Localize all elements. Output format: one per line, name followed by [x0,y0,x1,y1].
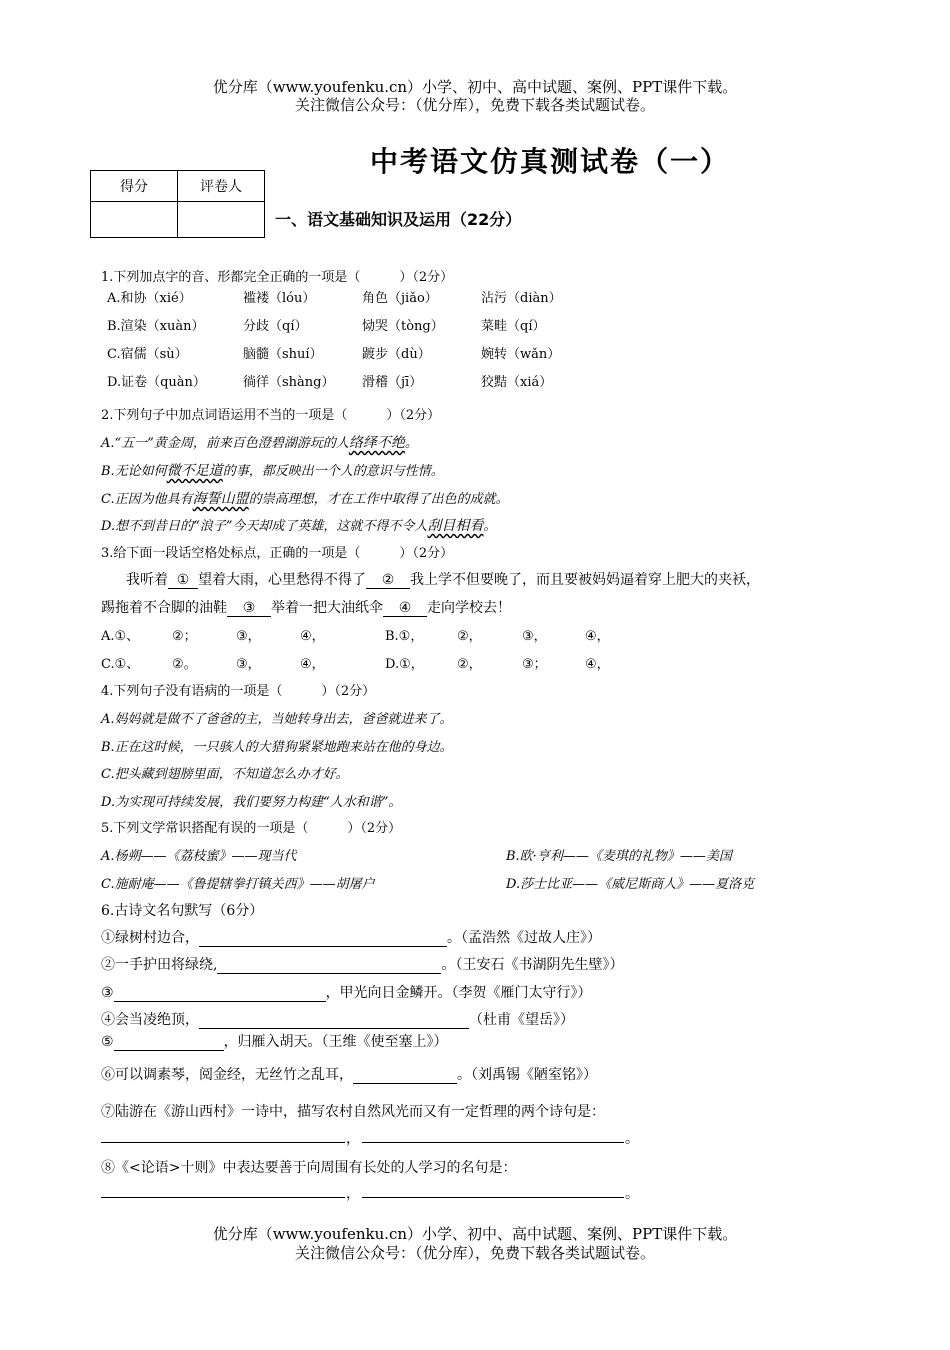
grader-cell [178,202,265,238]
q1-d1: D.证卷（quàn） [107,375,206,390]
q5-stem: 5.下列文学常识搭配有误的一项是（ ）（2分） [101,821,402,836]
q6-i2-blank[interactable] [217,957,441,974]
footer-line-2: 关注微信公众号：（优分库），免费下载各类试题试卷。 [294,1244,655,1262]
q3-c4: ④， [300,657,325,672]
q3-a4: ④， [300,629,325,644]
q1-c4: 婉转（wǎn） [481,347,561,362]
q6-item-3 [101,982,592,1002]
q4-option-c: C.把头藏到翅膀里面，不知道怎么办才好。 [101,767,349,782]
q6-i7-blank-2[interactable] [362,1142,624,1143]
q3-p2-b: 举着一把大油纸伞 [271,600,383,616]
q3-blank-4: ④ [383,600,427,617]
q2-a-post: 。 [404,436,418,451]
q6-i8-period: 。 [625,1186,639,1202]
q1-c1: C.宿儒（sù） [107,347,188,362]
q3-c3: ③， [236,657,261,672]
q2-b-pre: B.无论如何 [101,464,167,479]
header-line-2: 关注微信公众号：（优分库），免费下载各类试题试卷。 [294,96,655,114]
q3-p2-c: 走向学校去！ [427,600,511,616]
q5-option-d: D.莎士比亚——《威尼斯商人》——夏洛克 [506,877,755,892]
q6-i2-post: 。（王安石《书湖阴先生壁》） [441,957,624,973]
q4-option-d: D.为实现可持续发展，我们要努力构建“人水和谐”。 [101,795,402,810]
q6-i4-blank[interactable] [199,1012,469,1029]
q3-d3: ③； [522,657,547,672]
q6-i3-post: ，甲光向日金鳞开。（李贺《雁门太守行》） [325,985,592,1001]
q2-option-c [101,488,509,508]
q3-p1-b: 望着大雨，心里愁得不得了 [198,572,366,588]
q3-stem: 3.给下面一段话空格处标点，正确的一项是（ ）（2分） [101,546,454,561]
q1-d2: 徜徉（shàng） [243,375,335,390]
q3-d1: D.①， [385,657,424,672]
q3-c2: ②。 [172,657,197,672]
q2-option-a [101,432,418,452]
q6-i7-comma: ， [346,1131,360,1147]
q6-i6-blank[interactable] [353,1067,457,1084]
q3-passage-line-1 [126,569,760,589]
q1-a4: 沾污（diàn） [481,291,562,306]
q6-i6-pre: ⑥可以调素琴，阅金经，无丝竹之乱耳， [101,1067,353,1083]
q6-i2-pre: ②一手护田将绿绕, [101,957,218,973]
q2-a-word: 络绎不绝 [348,435,405,451]
header-line-1: 优分库（www.youfenku.cn）小学、初中、高中试题、案例、PPT课件下载。 [212,78,738,96]
q3-a2: ②； [172,629,197,644]
q3-d4: ④， [585,657,610,672]
q2-b-word: 微不足道 [166,463,223,479]
q1-a1: A.和协（xié） [107,291,192,306]
q2-d-word: 刮目相看 [427,518,484,534]
q6-i5-post: ，归雁入胡天。（王维《使至塞上》） [223,1034,448,1050]
score-cell [91,202,178,238]
q3-d2: ②， [457,657,482,672]
q6-i6-post: 。（刘禹锡《陋室铭》） [457,1067,597,1083]
q2-b-post: 的事，都反映出一个人的意识与性情。 [222,464,444,479]
q6-i7-blank-1[interactable] [101,1142,345,1143]
q6-item-2 [101,954,623,974]
q3-b1: B.①， [385,629,424,644]
q2-d-pre: D.想不到昔日的“浪子”今天却成了英雄，这就不得不令人 [101,519,428,534]
q6-item-5 [101,1031,448,1051]
score-label: 得分 [91,171,178,202]
q3-b3: ③， [522,629,547,644]
q4-option-a: A.妈妈就是做不了爸爸的主，当她转身出去，爸爸就进来了。 [101,712,453,727]
q6-i3-pre: ③ [101,985,114,1001]
q6-item-8: ⑧《<论语>十则》中表达要善于向周围有长处的人学习的名句是： [101,1160,517,1176]
q1-b2: 分歧（qí） [243,319,308,334]
q6-i4-pre: ④会当凌绝顶， [101,1012,199,1028]
q1-a2: 褴褛（lóu） [243,291,316,306]
q2-option-b [101,460,444,480]
page-title: 中考语文仿真测试卷（一） [370,145,731,178]
section-heading: 一、语文基础知识及运用（22分） [275,210,522,229]
q6-i7-period: 。 [625,1131,639,1147]
q1-d3: 滑稽（jī） [362,375,423,390]
q6-item-1 [101,927,601,947]
q6-i1-pre: ①绿树村边合， [101,930,199,946]
q3-p2-a: 踢拖着不合脚的油鞋 [101,600,227,616]
q3-a3: ③， [236,629,261,644]
q3-blank-3: ③ [227,600,271,617]
q1-c3: 踱步（dù） [362,347,431,362]
q2-c-word: 海誓山盟 [192,491,249,507]
q3-b2: ②， [457,629,482,644]
q2-stem: 2.下列句子中加点词语运用不当的一项是（ ）（2分） [101,408,441,423]
q2-c-pre: C.正因为他具有 [101,492,193,507]
q6-item-7: ⑦陆游在《游山西村》一诗中，描写农村自然风光而又有一定哲理的两个诗句是： [101,1104,605,1120]
q3-p1-a: 我听着 [126,572,168,588]
score-table [90,170,265,238]
q6-i3-blank[interactable] [114,985,326,1002]
q1-d4: 狡黠（xiá） [481,375,553,390]
q4-stem: 4.下列句子没有语病的一项是（ ）（2分） [101,684,376,699]
q2-option-d [101,515,496,535]
q6-i8-comma: ， [346,1186,360,1202]
q5-option-a: A.杨朔——《荔枝蜜》——现当代 [101,849,297,864]
q6-i1-post: 。（孟浩然《过故人庄》） [447,930,601,946]
q6-i5-pre: ⑤ [101,1034,114,1050]
q3-blank-1: ① [168,572,198,589]
q6-i8-blank-2[interactable] [362,1197,624,1198]
q1-stem: 1.下列加点字的音、形都完全正确的一项是（ ）（2分） [101,270,454,285]
q6-i1-blank[interactable] [199,930,447,947]
q5-option-b: B.欧·亨利——《麦琪的礼物》——美国 [506,849,732,864]
q6-i8-blank-1[interactable] [101,1197,345,1198]
q6-i4-post: （杜甫《望岳》） [469,1012,574,1028]
q6-stem: 6.古诗文名句默写（6分） [101,903,264,919]
q2-a-pre: A.“五一”黄金周，前来百色澄碧湖游玩的人 [101,436,349,451]
q2-d-post: 。 [483,519,497,534]
q1-b4: 菜畦（qí） [481,319,546,334]
q6-i5-blank[interactable] [114,1034,224,1051]
q6-item-6 [101,1064,597,1084]
q6-item-4 [101,1009,574,1029]
q1-c2: 脑髓（shuí） [243,347,323,362]
q2-c-post: 的崇高理想，才在工作中取得了出色的成就。 [248,492,509,507]
q3-blank-2: ② [366,572,410,589]
q1-b3: 恸哭（tòng） [362,319,444,334]
q3-passage-line-2 [101,597,511,617]
q4-option-b: B.正在这时候，一只骇人的大猎狗紧紧地跑来站在他的身边。 [101,740,453,755]
q1-a3: 角色（jiǎo） [362,291,438,306]
q3-a1: A.①、 [101,629,140,644]
q3-b4: ④， [585,629,610,644]
q3-c1: C.①、 [101,657,140,672]
q5-option-c: C.施耐庵——《鲁提辖拳打镇关西》——胡屠户 [101,877,375,892]
q1-b1: B.渲染（xuàn） [107,319,205,334]
grader-label: 评卷人 [178,171,265,202]
footer-line-1: 优分库（www.youfenku.cn）小学、初中、高中试题、案例、PPT课件下载。 [212,1225,738,1243]
q3-p1-c: 我上学不但要晚了，而且要被妈妈逼着穿上肥大的夹袄， [410,572,760,588]
